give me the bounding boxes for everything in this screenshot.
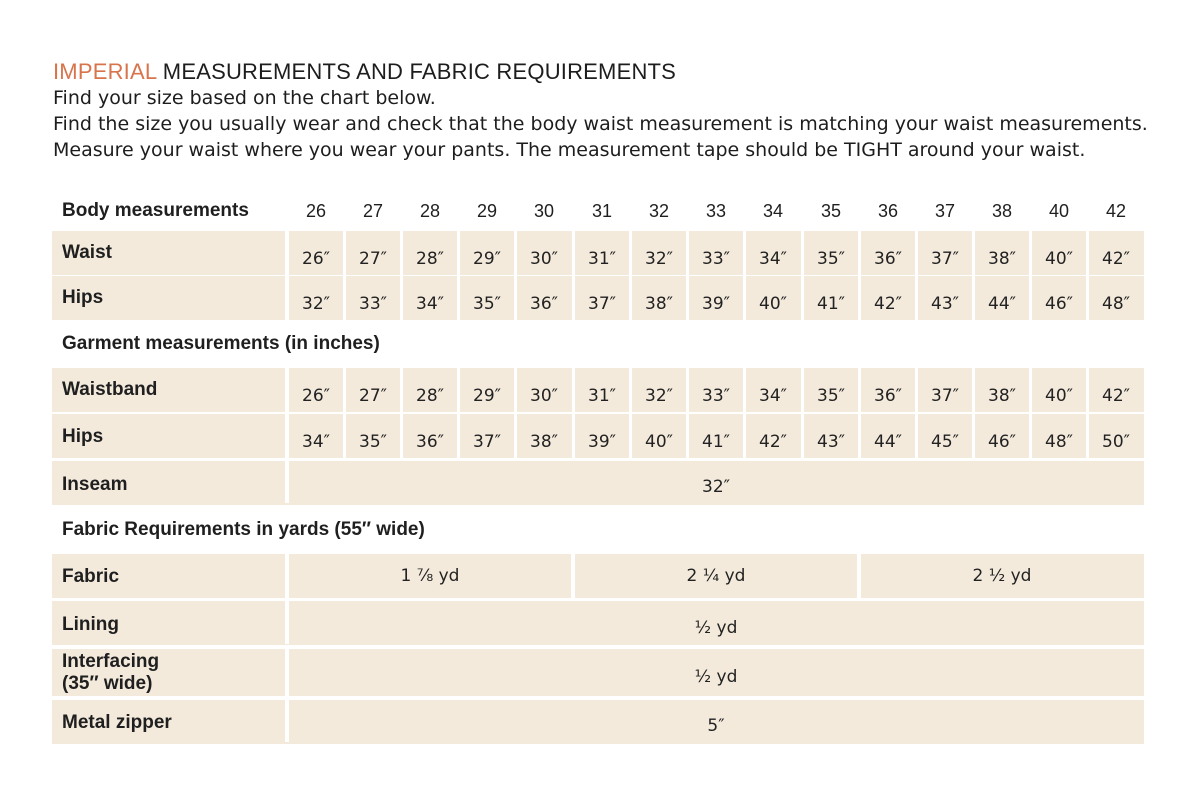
waist-label: Waist [62, 242, 112, 263]
size-header-cell: 26 [305, 201, 327, 221]
zipper-value: 5″ [289, 700, 1143, 742]
waistband-label: Waistband [62, 379, 158, 400]
table-cell: 29″ [460, 231, 514, 275]
table-cell: 42″ [861, 276, 915, 320]
inseam-label: Inseam [62, 474, 128, 495]
table-cell: 38″ [517, 414, 571, 458]
table-cell: 32″ [289, 276, 343, 320]
fabric-label: Fabric [62, 566, 120, 587]
title-accent: IMPERIAL [53, 59, 157, 84]
table-cell: 27″ [346, 368, 400, 412]
table-cell: 38″ [975, 368, 1029, 412]
table-cell: 45″ [918, 414, 972, 458]
table-cell: 34″ [289, 414, 343, 458]
size-header-cell: 29 [476, 201, 498, 221]
table-cell: 43″ [918, 276, 972, 320]
title-rest: MEASUREMENTS AND FABRIC REQUIREMENTS [156, 59, 677, 84]
table-cell: 38″ [975, 231, 1029, 275]
table-cell: 27″ [346, 231, 400, 275]
size-header-cell: 34 [762, 201, 784, 221]
table-cell: 48″ [1089, 276, 1143, 320]
table-cell: 50″ [1089, 414, 1143, 458]
table-cell: 40″ [1032, 368, 1086, 412]
lining-value: ½ yd [289, 601, 1143, 644]
table-cell: 26″ [289, 368, 343, 412]
table-cell: 32″ [632, 231, 686, 275]
table-cell: 42″ [1089, 231, 1143, 275]
table-cell: 42″ [746, 414, 800, 458]
intro-line-2: Find the size you usually wear and check that the body waist measurement is matching your waist measurements. [53, 113, 1148, 135]
table-cell: 48″ [1032, 414, 1086, 458]
table-cell: 43″ [804, 414, 858, 458]
interfacing-label [62, 651, 159, 695]
size-header-cell: 38 [991, 201, 1013, 221]
table-cell: 39″ [689, 276, 743, 320]
interfacing-value: ½ yd [289, 649, 1143, 696]
zipper-label: Metal zipper [62, 712, 172, 733]
table-cell: 37″ [918, 231, 972, 275]
lining-label: Lining [62, 614, 119, 635]
table-cell: 38″ [632, 276, 686, 320]
page-title [53, 59, 676, 85]
interfacing-label-line1: Interfacing [62, 651, 160, 672]
size-header-cell: 31 [591, 201, 613, 221]
table-cell: 31″ [575, 368, 629, 412]
size-header-cell: 28 [419, 201, 441, 221]
table-cell: 36″ [861, 368, 915, 412]
table-cell: 35″ [804, 231, 858, 275]
table-cell: 40″ [632, 414, 686, 458]
size-header-cell: 30 [533, 201, 555, 221]
size-header-cell: 40 [1048, 201, 1070, 221]
interfacing-label-line2: (35″ wide) [62, 673, 153, 694]
table-cell: 37″ [460, 414, 514, 458]
table-cell: 35″ [804, 368, 858, 412]
fabric-group-1: 1 ⅞ yd [289, 554, 571, 598]
table-cell: 33″ [689, 368, 743, 412]
table-cell: 36″ [861, 231, 915, 275]
intro-line-1: Find your size based on the chart below. [53, 87, 436, 109]
table-cell: 33″ [346, 276, 400, 320]
table-cell: 29″ [460, 368, 514, 412]
table-cell: 34″ [746, 231, 800, 275]
table-cell: 44″ [975, 276, 1029, 320]
table-cell: 34″ [746, 368, 800, 412]
garment-hips-label: Hips [62, 426, 104, 447]
table-cell: 34″ [403, 276, 457, 320]
fabric-group-2: 2 ¼ yd [575, 554, 857, 598]
table-cell: 41″ [804, 276, 858, 320]
table-cell: 41″ [689, 414, 743, 458]
table-cell: 37″ [918, 368, 972, 412]
table-cell: 44″ [861, 414, 915, 458]
inseam-value: 32″ [289, 461, 1143, 503]
fabric-requirements-heading: Fabric Requirements in yards (55″ wide) [62, 519, 425, 540]
table-cell: 39″ [575, 414, 629, 458]
body-measurements-heading: Body measurements [62, 200, 249, 221]
size-header-cell: 35 [820, 201, 842, 221]
size-header-cell: 33 [705, 201, 727, 221]
size-header-cell: 27 [362, 201, 384, 221]
table-cell: 32″ [632, 368, 686, 412]
table-cell: 28″ [403, 368, 457, 412]
size-header-cell: 42 [1105, 201, 1127, 221]
size-header-cell: 37 [934, 201, 956, 221]
table-cell: 35″ [460, 276, 514, 320]
intro-line-3: Measure your waist where you wear your pants. The measurement tape should be TIGHT around your waist. [53, 139, 1086, 161]
table-cell: 33″ [689, 231, 743, 275]
table-cell: 28″ [403, 231, 457, 275]
hips-label: Hips [62, 287, 104, 308]
table-cell: 30″ [517, 231, 571, 275]
fabric-group-3: 2 ½ yd [861, 554, 1143, 598]
table-cell: 31″ [575, 231, 629, 275]
table-cell: 30″ [517, 368, 571, 412]
garment-measurements-heading: Garment measurements (in inches) [62, 333, 380, 354]
table-cell: 37″ [575, 276, 629, 320]
table-cell: 40″ [1032, 231, 1086, 275]
table-cell: 35″ [346, 414, 400, 458]
table-cell: 40″ [746, 276, 800, 320]
size-header-cell: 36 [877, 201, 899, 221]
table-cell: 42″ [1089, 368, 1143, 412]
table-cell: 46″ [1032, 276, 1086, 320]
size-header-cell: 32 [648, 201, 670, 221]
table-cell: 26″ [289, 231, 343, 275]
table-cell: 36″ [403, 414, 457, 458]
table-cell: 46″ [975, 414, 1029, 458]
table-cell: 36″ [517, 276, 571, 320]
